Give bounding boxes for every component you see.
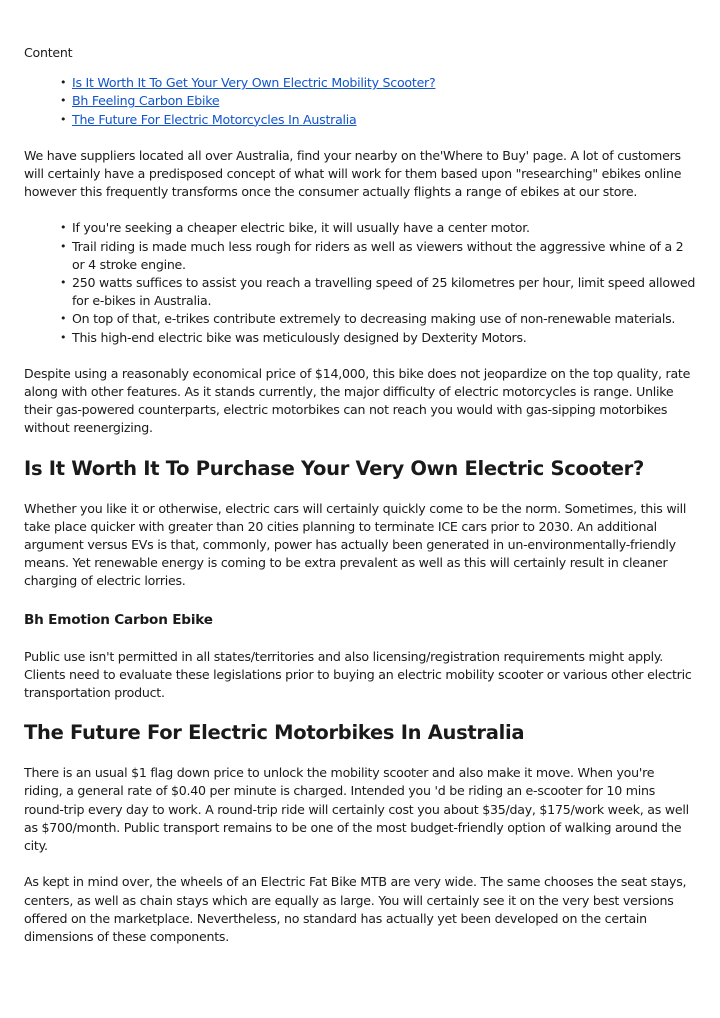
intro-paragraph: We have suppliers located all over Australia, find your nearby on the'Where to Buy' page. A lot of customers will certainly have a predisposed concept of what will work for them based upon "researching" ebikes online however this frequently transforms once the consumer actually flights a range of ebikes at our store. xyxy=(24,147,682,200)
list-item: • 250 watts suffices to assist you reach a travelling speed of 25 kilometres per hour, limit speed allowed for e-bikes in Australia. xyxy=(72,274,696,310)
section-future-body-2: As kept in mind over, the wheels of an Electric Fat Bike MTB are very wide. The same chooses the seat stays, centers, as well as chain stays which are equally as large. You will certainly see it on the very best versions offered on the marketplace. Nevertheless, no standard has actually yet been developed on the certain dimensions of these components. xyxy=(24,874,687,944)
section-heading-future: The Future For Electric Motorbikes In Australia xyxy=(24,721,525,745)
price-paragraph: Despite using a reasonably economical price of $14,000, this bike does not jeopardize on the top quality, rate along with other features. As it stands currently, the major difficulty of electric motorcycles is range. Unlike their gas-powered counterparts, electric motorbikes can not reach you would with gas-sipping motorbikes without reenergizing. xyxy=(24,365,691,436)
section-future-body-1: There is an usual $1 flag down price to unlock the mobility scooter and also make it move. When you're riding, a general rate of $0.40 per minute is charged. Intended you 'd be riding an e-scooter for 10 mins round-trip every day to work. A round-trip ride will certainly cost you about $35/day, $175/work week, as well as $700/month. Public transport remains to be one of the most budget-friendly option of walking around the city. xyxy=(24,765,689,854)
table-of-contents xyxy=(24,74,696,129)
feature-list xyxy=(24,219,696,346)
toc-item xyxy=(72,92,696,110)
list-item: • This high-end electric bike was meticulously designed by Dexterity Motors. xyxy=(72,329,696,347)
toc-link-future[interactable]: The Future For Electric Motorcycles In Australia xyxy=(72,111,357,127)
list-item: • Trail riding is made much less rough for riders as well as viewers without the aggressive whine of a 2 or 4 stroke engine. xyxy=(72,238,696,274)
document-page xyxy=(24,44,696,964)
toc-item xyxy=(72,74,696,92)
section-bh-ebike-body: Public use isn't permitted in all states/territories and also licensing/registration requirements might apply. Clients need to evaluate these legislations prior to buying an electric mobility scooter or various other electric transportation product. xyxy=(24,648,692,701)
toc-item xyxy=(72,111,696,129)
section-heading-worth-it: Is It Worth It To Purchase Your Very Own Electric Scooter? xyxy=(24,456,644,480)
toc-link-bh-ebike[interactable]: Bh Feeling Carbon Ebike xyxy=(72,93,220,109)
section-heading-bh-ebike: Bh Emotion Carbon Ebike xyxy=(24,611,213,628)
section-worth-it-body: Whether you like it or otherwise, electric cars will certainly quickly come to be the norm. Sometimes, this will take place quicker with greater than 20 cities planning to terminate ICE cars prior to 2030. An additional argument versus EVs is that, commonly, power has actually been generated in un-environmentally-friendly means. Yet renewable energy is coming to be extra prevalent as well as this will certainly result in cleaner charging of electric lorries. xyxy=(24,500,687,589)
list-item: • If you're seeking a cheaper electric bike, it will usually have a center motor. xyxy=(72,219,696,237)
list-item: • On top of that, e-trikes contribute extremely to decreasing making use of non-renewable materials. xyxy=(72,310,696,328)
toc-link-worth-it[interactable]: Is It Worth It To Get Your Very Own Electric Mobility Scooter? xyxy=(72,75,436,91)
toc-title: Content xyxy=(24,45,73,60)
